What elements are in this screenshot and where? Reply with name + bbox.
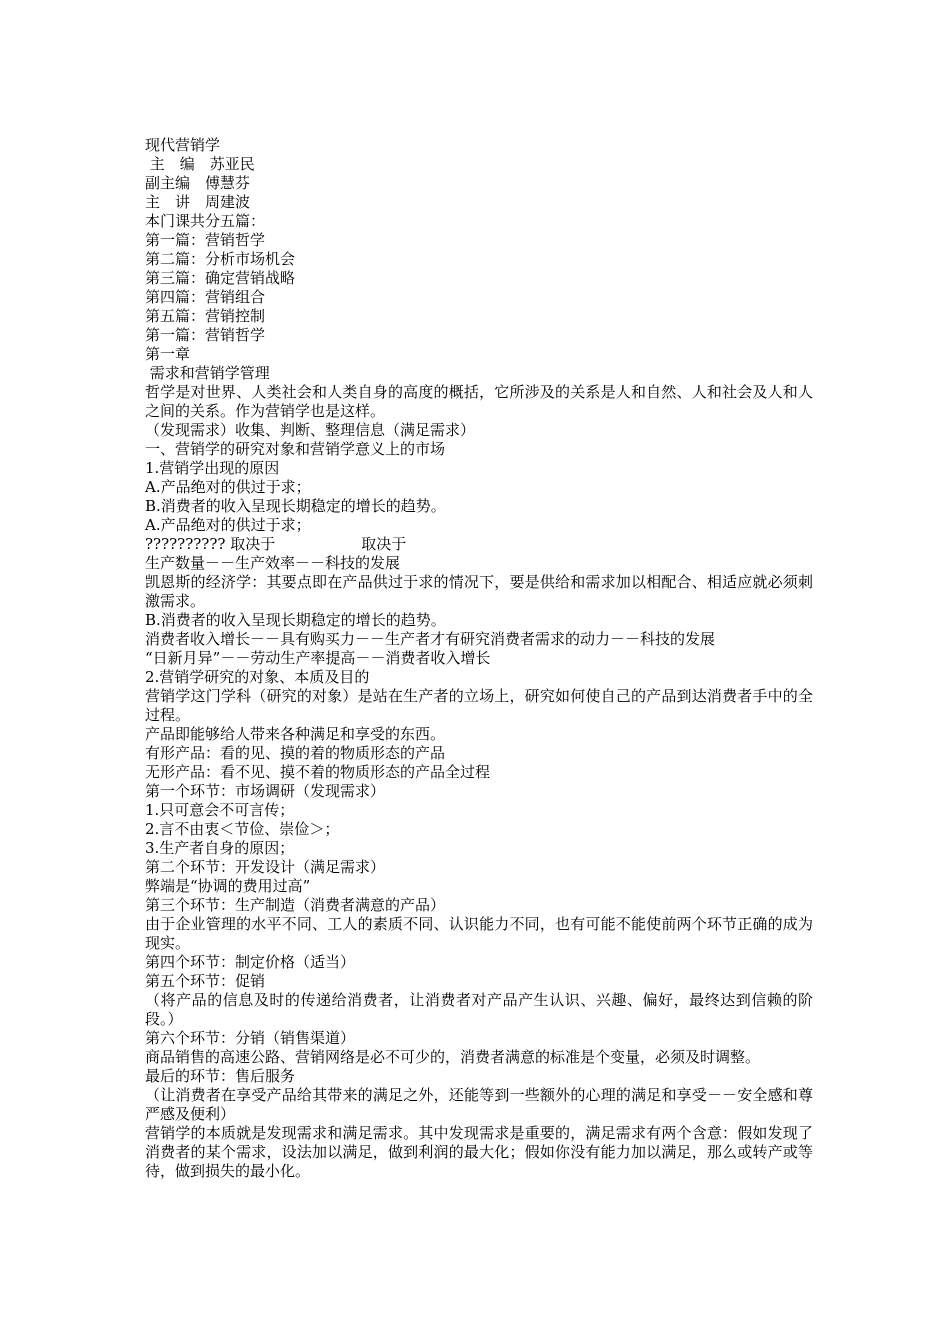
step-heading: 第六个环节：分销（销售渠道） <box>145 1029 356 1047</box>
document-body <box>145 136 813 1181</box>
doc-title: 现代营销学 <box>145 136 221 154</box>
paragraph: 哲学是对世界、人类社会和人类自身的高度的概括，它所涉及的关系是人和自然、人和社会及人和人之间的关系。作为营销学也是这样。 <box>145 383 813 420</box>
lecturer: 主 讲 周建波 <box>145 193 251 211</box>
determinant-row <box>145 535 813 554</box>
list-item: 2.言不由衷＜节俭、崇俭＞； <box>145 820 340 838</box>
paragraph: 生产数量－－生产效率－－科技的发展 <box>145 554 401 572</box>
subsection-heading: 2.营销学研究的对象、本质及目的 <box>145 668 370 686</box>
part-3: 第三篇：确定营销战略 <box>145 269 296 287</box>
chapter-number: 第一章 <box>145 345 191 363</box>
part-2: 第二篇：分析市场机会 <box>145 250 296 268</box>
step-heading: 第五个环节：促销 <box>145 972 266 990</box>
list-item: A.产品绝对的供过于求； <box>145 516 311 534</box>
paragraph: （让消费者在享受产品给其带来的满足之外，还能等到一些额外的心理的满足和享受－－安全感和尊严感及便利） <box>145 1086 813 1123</box>
paragraph: 营销学的本质就是发现需求和满足需求。其中发现需求是重要的，满足需求有两个含意：假如发现了消费者的某个需求，设法加以满足，做到利润的最大化；假如你没有能力加以满足，那么或转产或等待，做到损失的最小化。 <box>145 1124 813 1180</box>
list-item: B.消费者的收入呈现长期稳定的增长的趋势。 <box>145 497 446 515</box>
determinant-part2: 取决于 <box>361 535 407 553</box>
section-heading: 一、营销学的研究对象和营销学意义上的市场 <box>145 440 446 458</box>
paragraph: 由于企业管理的水平不同、工人的素质不同、认识能力不同，也有可能不能使前两个环节正确的成为现实。 <box>145 915 813 952</box>
chief-editor: 主 编 苏亚民 <box>145 155 255 173</box>
paragraph: 营销学这门学科（研究的对象）是站在生产者的立场上，研究如何使自己的产品到达消费者手中的全过程。 <box>145 687 813 724</box>
paragraph: 弊端是“协调的费用过高” <box>145 877 311 895</box>
step-heading: 第一个环节：市场调研（发现需求） <box>145 782 386 800</box>
list-item: A.产品绝对的供过于求； <box>145 478 311 496</box>
chapter-title: 需求和营销学管理 <box>145 364 270 382</box>
part-5: 第五篇：营销控制 <box>145 307 266 325</box>
paragraph: 产品即能够给人带来各种满足和享受的东西。 <box>145 725 446 743</box>
step-heading: 第三个环节：生产制造（消费者满意的产品） <box>145 896 446 914</box>
paragraph: 凯恩斯的经济学：其要点即在产品供过于求的情况下，要是供给和需求加以相配合、相适应就必须刺激需求。 <box>145 573 813 610</box>
deputy-editor: 副主编 傅慧芬 <box>145 174 251 192</box>
part-heading: 第一篇：营销哲学 <box>145 326 266 344</box>
paragraph: （将产品的信息及时的传递给消费者，让消费者对产品产生认识、兴趣、偏好，最终达到信赖的阶段。） <box>145 991 813 1028</box>
paragraph: 消费者收入增长－－具有购买力－－生产者才有研究消费者需求的动力－－科技的发展 <box>145 630 716 648</box>
step-heading: 第四个环节：制定价格（适当） <box>145 953 356 971</box>
part-1: 第一篇：营销哲学 <box>145 231 266 249</box>
subsection-heading: 1.营销学出现的原因 <box>145 459 280 477</box>
step-heading: 最后的环节：售后服务 <box>145 1067 296 1085</box>
step-heading: 第二个环节：开发设计（满足需求） <box>145 858 386 876</box>
paragraph: 商品销售的高速公路、营销网络是必不可少的，消费者满意的标准是个变量，必须及时调整。 <box>145 1048 761 1066</box>
paragraph: 有形产品：看的见、摸的着的物质形态的产品 <box>145 744 446 762</box>
paragraph: （发现需求）收集、判断、整理信息（满足需求） <box>145 421 476 439</box>
paragraph: “日新月异”－－劳动生产率提高－－消费者收入增长 <box>145 649 491 667</box>
part-4: 第四篇：营销组合 <box>145 288 266 306</box>
list-item: 1.只可意会不可言传； <box>145 801 295 819</box>
list-item: B.消费者的收入呈现长期稳定的增长的趋势。 <box>145 611 446 629</box>
determinant-part1: ?????????? 取决于 <box>145 535 276 553</box>
course-overview: 本门课共分五篇： <box>145 212 266 230</box>
paragraph: 无形产品：看不见、摸不着的物质形态的产品全过程 <box>145 763 491 781</box>
list-item: 3.生产者自身的原因； <box>145 839 295 857</box>
